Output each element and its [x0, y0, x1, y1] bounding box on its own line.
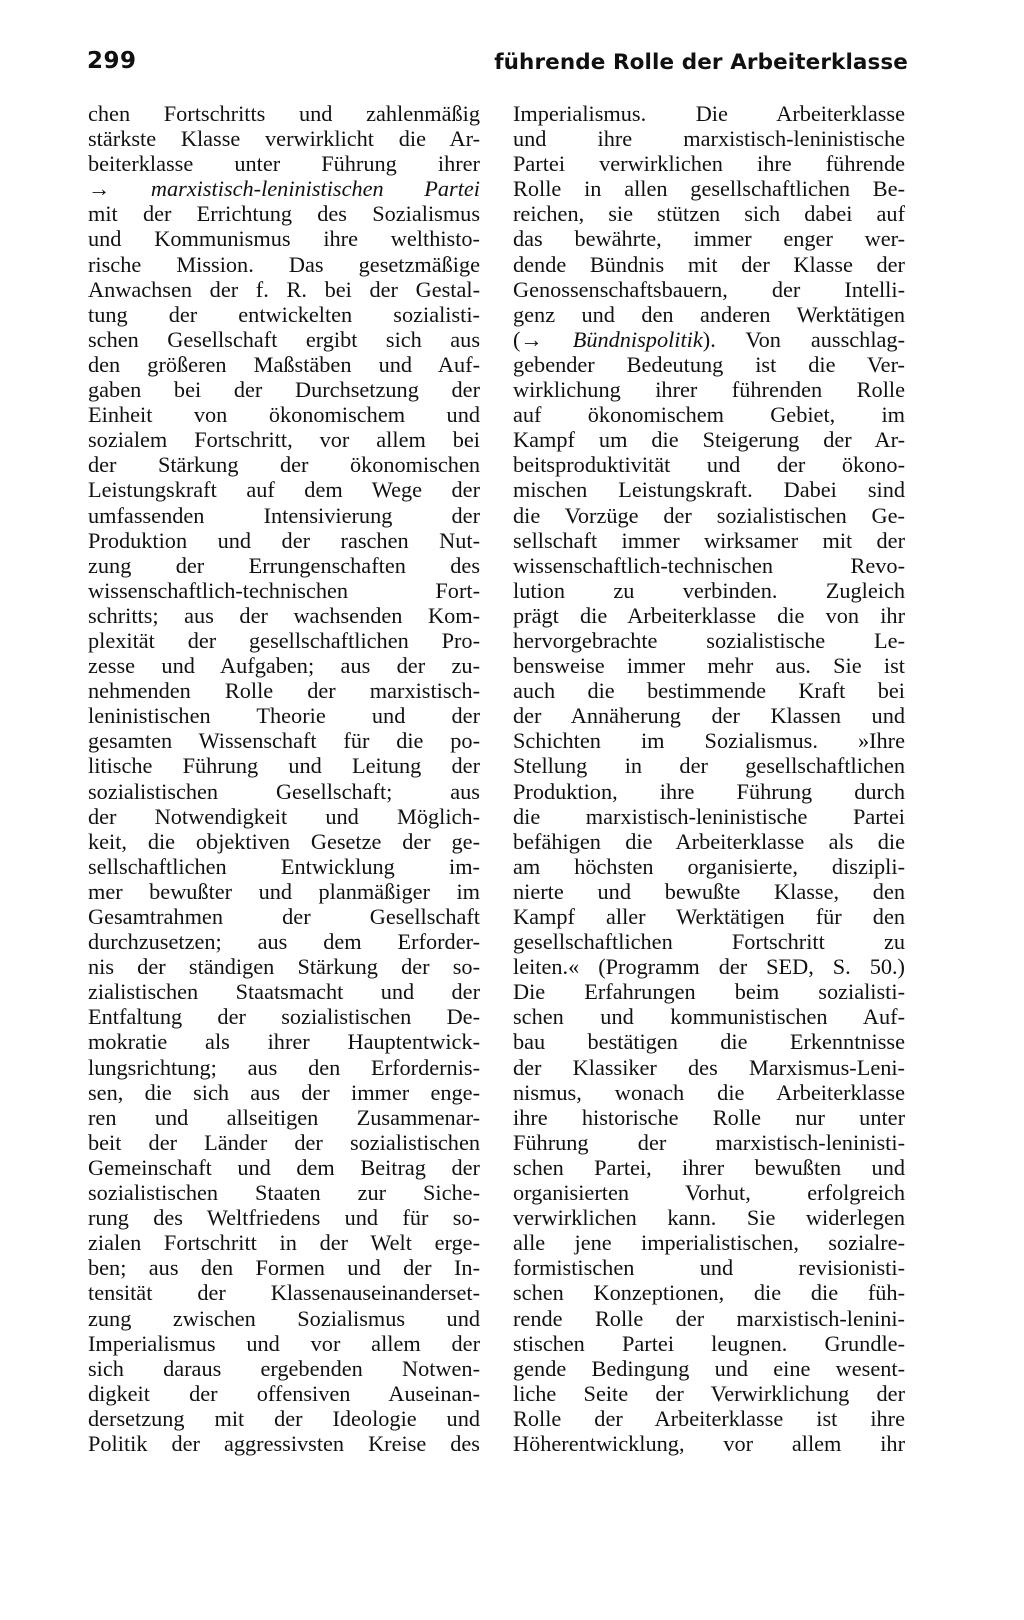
text-line: Führung der marxistisch-leninisti- [513, 1129, 905, 1155]
text-line: Leistungskraft auf dem Wege der [88, 477, 480, 503]
text-line: wissenschaftlich-technischen Revo- [513, 552, 905, 578]
text-line: sellschaft immer wirksamer mit der [513, 527, 905, 553]
text-line: Gemeinschaft und dem Beitrag der [88, 1154, 480, 1180]
text-line: die marxistisch-leninistische Partei [513, 803, 905, 829]
text-line: zung der Errungenschaften des [88, 552, 480, 578]
text-line: formistischen und revisionisti- [513, 1255, 905, 1281]
text-line: durchzusetzen; aus dem Erforder- [88, 929, 480, 955]
text-line: lungsrichtung; aus den Erfordernis- [88, 1054, 480, 1080]
text-line: rische Mission. Das gesetzmäßige [88, 251, 480, 277]
cross-reference-arrow: (→ [513, 326, 573, 352]
text-line: tensität der Klassenauseinanderset- [88, 1280, 480, 1306]
text-line: der Notwendigkeit und Möglich- [88, 803, 480, 829]
text-line: Rolle der Arbeiterklasse ist ihre [513, 1405, 905, 1431]
text-line: Genossenschaftsbauern, der Intelli- [513, 276, 905, 302]
text-line: und Kommunismus ihre welthisto- [88, 226, 480, 252]
text-line: befähigen die Arbeiterklasse als die [513, 828, 905, 854]
line-continuation: ). Von ausschlag- [702, 326, 905, 352]
text-line: leiten.« (Programm der SED, S. 50.) [513, 954, 905, 980]
text-line: Imperialismus und vor allem der [88, 1330, 480, 1356]
text-line: rung des Weltfriedens und für so- [88, 1205, 480, 1231]
text-line: zung zwischen Sozialismus und [88, 1305, 480, 1331]
left-text-column [88, 101, 480, 1456]
text-line: gebender Bedeutung ist die Ver- [513, 351, 905, 377]
text-line: rende Rolle der marxistisch-lenini- [513, 1305, 905, 1331]
text-line: Stellung in der gesellschaftlichen [513, 753, 905, 779]
cross-reference-arrow: → [88, 176, 151, 202]
cross-reference-term: marxistisch-leninistischen Partei [150, 176, 480, 202]
page-number: 299 [87, 48, 137, 74]
text-line: digkeit der offensiven Auseinan- [88, 1380, 480, 1406]
text-line: gaben bei der Durchsetzung der [88, 377, 480, 403]
text-line: beit der Länder der sozialistischen [88, 1129, 480, 1155]
text-line: keit, die objektiven Gesetze der ge- [88, 828, 480, 854]
text-line: reichen, sie stützen sich dabei auf [513, 201, 905, 227]
text-line: der Annäherung der Klassen und [513, 703, 905, 729]
text-line: sozialem Fortschritt, vor allem bei [88, 427, 480, 453]
text-line: Gesamtrahmen der Gesellschaft [88, 904, 480, 929]
text-line: wissenschaftlich-technischen Fort- [88, 577, 480, 603]
text-line: umfassenden Intensivierung der [88, 502, 480, 528]
text-line: wirklichung ihrer führenden Rolle [513, 377, 905, 403]
text-line: lution zu verbinden. Zugleich [513, 577, 905, 603]
text-line: Imperialismus. Die Arbeiterklasse [513, 101, 905, 126]
text-line: ren und allseitigen Zusammenar- [88, 1104, 480, 1130]
text-line: Kampf aller Werktätigen für den [513, 904, 905, 929]
text-line: der Stärkung der ökonomischen [88, 452, 480, 478]
text-line: die Vorzüge der sozialistischen Ge- [513, 502, 905, 528]
text-line: stischen Partei leugnen. Grundle- [513, 1330, 905, 1356]
text-line: gesellschaftlichen Fortschritt zu [513, 929, 905, 955]
text-line: bensweise immer mehr aus. Sie ist [513, 653, 905, 679]
text-line: nierte und bewußte Klasse, den [513, 878, 905, 904]
text-line: hervorgebrachte sozialistische Le- [513, 627, 905, 653]
text-line: schen Konzeptionen, die die füh- [513, 1280, 905, 1306]
text-line: verwirklichen kann. Sie widerlegen [513, 1205, 905, 1231]
text-line: schen Partei, ihrer bewußten und [513, 1154, 905, 1180]
right-text-column [513, 101, 905, 1456]
text-line: Schichten im Sozialismus. »Ihre [513, 728, 905, 754]
text-line: der Klassiker des Marxismus-Leni- [513, 1054, 905, 1080]
text-line: Partei verwirklichen ihre führende [513, 151, 905, 177]
text-line: alle jene imperialistischen, sozialre- [513, 1230, 905, 1256]
text-line: plexität der gesellschaftlichen Pro- [88, 627, 480, 653]
text-line: auch die bestimmende Kraft bei [513, 678, 905, 704]
text-line: Produktion und der raschen Nut- [88, 527, 480, 553]
text-line: Einheit von ökonomischem und [88, 402, 480, 428]
text-line: mer bewußter und planmäßiger im [88, 878, 480, 904]
text-line: organisierten Vorhut, erfolgreich [513, 1180, 905, 1206]
text-line: gende Bedingung und eine wesent- [513, 1355, 905, 1381]
text-line: litische Führung und Leitung der [88, 753, 480, 779]
text-line: Anwachsen der f. R. bei der Gestal- [88, 276, 480, 302]
text-line: Die Erfahrungen beim sozialisti- [513, 979, 905, 1005]
text-line: auf ökonomischem Gebiet, im [513, 402, 905, 428]
text-line: zialistischen Staatsmacht und der [88, 979, 480, 1005]
text-line: Politik der aggressivsten Kreise des [88, 1430, 480, 1456]
text-line: bau bestätigen die Erkenntnisse [513, 1029, 905, 1055]
text-line: liche Seite der Verwirklichung der [513, 1380, 905, 1406]
text-line: Rolle in allen gesellschaftlichen Be- [513, 176, 905, 202]
text-line: schritts; aus der wachsenden Kom- [88, 602, 480, 628]
text-line: Höherentwicklung, vor allem ihr [513, 1430, 905, 1456]
text-line: nismus, wonach die Arbeiterklasse [513, 1079, 905, 1105]
running-head-title: führende Rolle der Arbeiterklasse [494, 50, 908, 75]
text-line: sich daraus ergebenden Notwen- [88, 1355, 480, 1381]
text-line: genz und den anderen Werktätigen [513, 301, 905, 327]
text-line: und ihre marxistisch-leninistische [513, 126, 905, 152]
text-line: leninistischen Theorie und der [88, 703, 480, 729]
text-line: beiterklasse unter Führung ihrer [88, 151, 480, 177]
text-line: prägt die Arbeiterklasse die von ihr [513, 602, 905, 628]
text-line: Kampf um die Steigerung der Ar- [513, 427, 905, 453]
text-line: dende Bündnis mit der Klasse der [513, 251, 905, 277]
text-line [88, 176, 480, 201]
text-line [513, 327, 905, 352]
text-line: Produktion, ihre Führung durch [513, 778, 905, 804]
text-line: nis der ständigen Stärkung der so- [88, 954, 480, 980]
text-line: sen, die sich aus der immer enge- [88, 1079, 480, 1105]
text-line: sellschaftlichen Entwicklung im- [88, 853, 480, 879]
text-line: zialen Fortschritt in der Welt erge- [88, 1230, 480, 1256]
text-line: ben; aus den Formen und der In- [88, 1255, 480, 1281]
text-line: mit der Errichtung des Sozialismus [88, 201, 480, 227]
text-line: am höchsten organisierte, diszipli- [513, 853, 905, 879]
text-line: nehmenden Rolle der marxistisch- [88, 678, 480, 704]
text-line: tung der entwickelten sozialisti- [88, 301, 480, 327]
text-line: schen und kommunistischen Auf- [513, 1004, 905, 1030]
text-line: beitsproduktivität und der ökono- [513, 452, 905, 478]
text-line: den größeren Maßstäben und Auf- [88, 351, 480, 377]
text-line: dersetzung mit der Ideologie und [88, 1405, 480, 1431]
text-line: das bewährte, immer enger wer- [513, 226, 905, 252]
text-line: mischen Leistungskraft. Dabei sind [513, 477, 905, 503]
text-line: schen Gesellschaft ergibt sich aus [88, 326, 480, 352]
text-line: sozialistischen Gesellschaft; aus [88, 778, 480, 804]
text-line: chen Fortschritts und zahlenmäßig [88, 101, 480, 126]
text-line: stärkste Klasse verwirklicht die Ar- [88, 126, 480, 152]
text-line: gesamten Wissenschaft für die po- [88, 728, 480, 754]
text-line: ihre historische Rolle nur unter [513, 1104, 905, 1130]
text-line: zesse und Aufgaben; aus der zu- [88, 653, 480, 679]
text-line: sozialistischen Staaten zur Siche- [88, 1180, 480, 1206]
cross-reference-term: Bündnispolitik [572, 326, 703, 352]
text-line: Entfaltung der sozialistischen De- [88, 1004, 480, 1030]
text-line: mokratie als ihrer Hauptentwick- [88, 1029, 480, 1055]
